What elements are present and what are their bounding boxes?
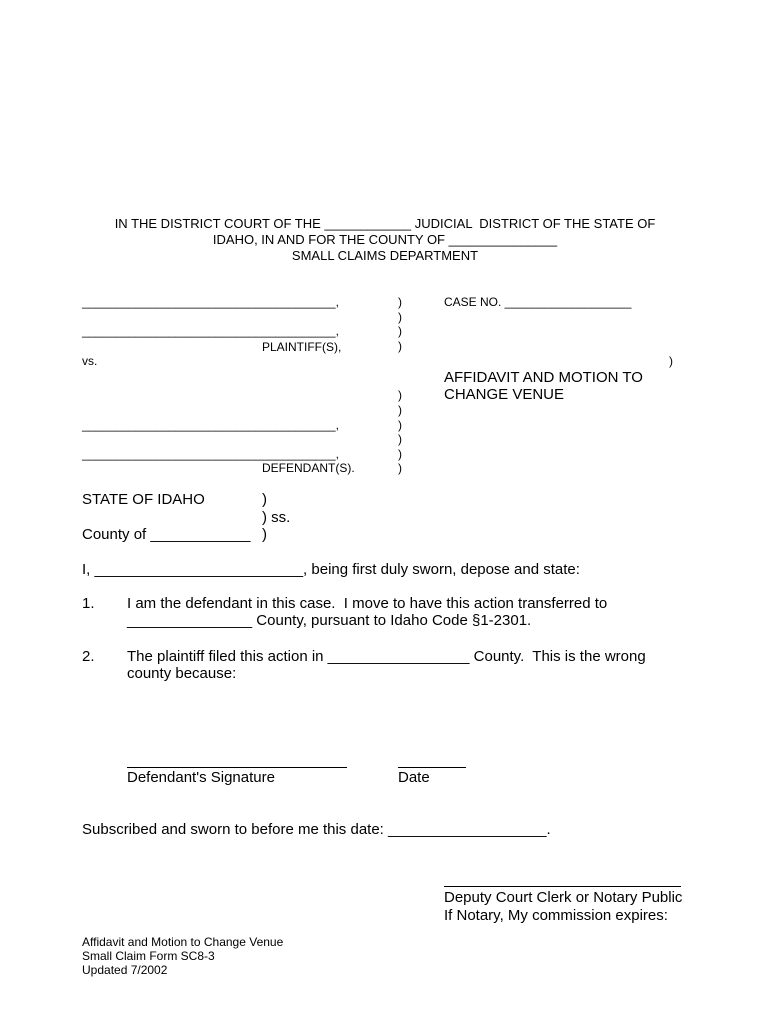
defendant-blank-2: ______________________________________, — [82, 447, 339, 461]
item-1-number: 1. — [82, 595, 95, 612]
caption-paren: ) — [669, 354, 673, 368]
notary-commission-label: If Notary, My commission expires: — [444, 907, 668, 924]
clerk-signature-line — [444, 886, 681, 887]
footer-form-number: Small Claim Form SC8-3 — [82, 949, 215, 963]
item-2-line2: county because: — [127, 665, 237, 682]
defendant-signature-line — [127, 767, 347, 768]
venue-county: County of ____________ — [82, 526, 251, 543]
document-title-line2: CHANGE VENUE — [444, 386, 565, 403]
caption-paren: ) — [398, 339, 402, 353]
vs-label: vs. — [82, 354, 98, 368]
caption-paren: ) — [398, 461, 402, 475]
caption-paren: ) — [398, 295, 402, 309]
plaintiff-blank-2: ______________________________________, — [82, 324, 339, 338]
defendants-label: DEFENDANT(S). — [262, 461, 355, 475]
date-label: Date — [398, 769, 430, 786]
defendant-signature-label: Defendant's Signature — [127, 769, 275, 786]
affidavit-intro: I, _________________________, being first duly sworn, depose and state: — [82, 561, 580, 578]
venue-state: STATE OF IDAHO — [82, 491, 205, 508]
caption-paren: ) — [398, 324, 402, 338]
caption-paren: ) — [398, 310, 402, 324]
caption-paren: ) — [398, 388, 402, 402]
venue-paren: ) — [262, 526, 267, 543]
court-header-line3: SMALL CLAIMS DEPARTMENT — [291, 248, 479, 263]
clerk-label: Deputy Court Clerk or Notary Public — [444, 889, 683, 906]
date-line — [398, 767, 466, 768]
sworn-statement: Subscribed and sworn to before me this date: ___________________. — [82, 821, 551, 838]
court-header-line1: IN THE DISTRICT COURT OF THE ____________ JUDICIAL DISTRICT OF THE STATE OF — [114, 216, 656, 231]
case-number: CASE NO. ___________________ — [444, 295, 632, 309]
document-title-line1: AFFIDAVIT AND MOTION TO — [444, 369, 643, 386]
footer-updated: Updated 7/2002 — [82, 963, 168, 977]
footer-form-title: Affidavit and Motion to Change Venue — [82, 935, 284, 949]
plaintiffs-label: PLAINTIFF(S), — [262, 340, 342, 354]
caption-paren: ) — [398, 418, 402, 432]
caption-paren: ) — [398, 447, 402, 461]
plaintiff-blank-1: ______________________________________, — [82, 295, 339, 309]
item-2-number: 2. — [82, 648, 95, 665]
venue-paren: ) — [262, 491, 267, 508]
item-2-line1: The plaintiff filed this action in _________________ County. This is the wrong — [127, 648, 646, 665]
court-header-line2: IDAHO, IN AND FOR THE COUNTY OF _______________ — [212, 232, 558, 247]
venue-ss: ) ss. — [262, 509, 291, 526]
item-1-line1: I am the defendant in this case. I move to have this action transferred to — [127, 595, 608, 612]
item-1-line2: _______________ County, pursuant to Idaho Code §1-2301. — [127, 612, 532, 629]
defendant-blank-1: ______________________________________, — [82, 418, 339, 432]
caption-paren: ) — [398, 403, 402, 417]
caption-paren: ) — [398, 432, 402, 446]
